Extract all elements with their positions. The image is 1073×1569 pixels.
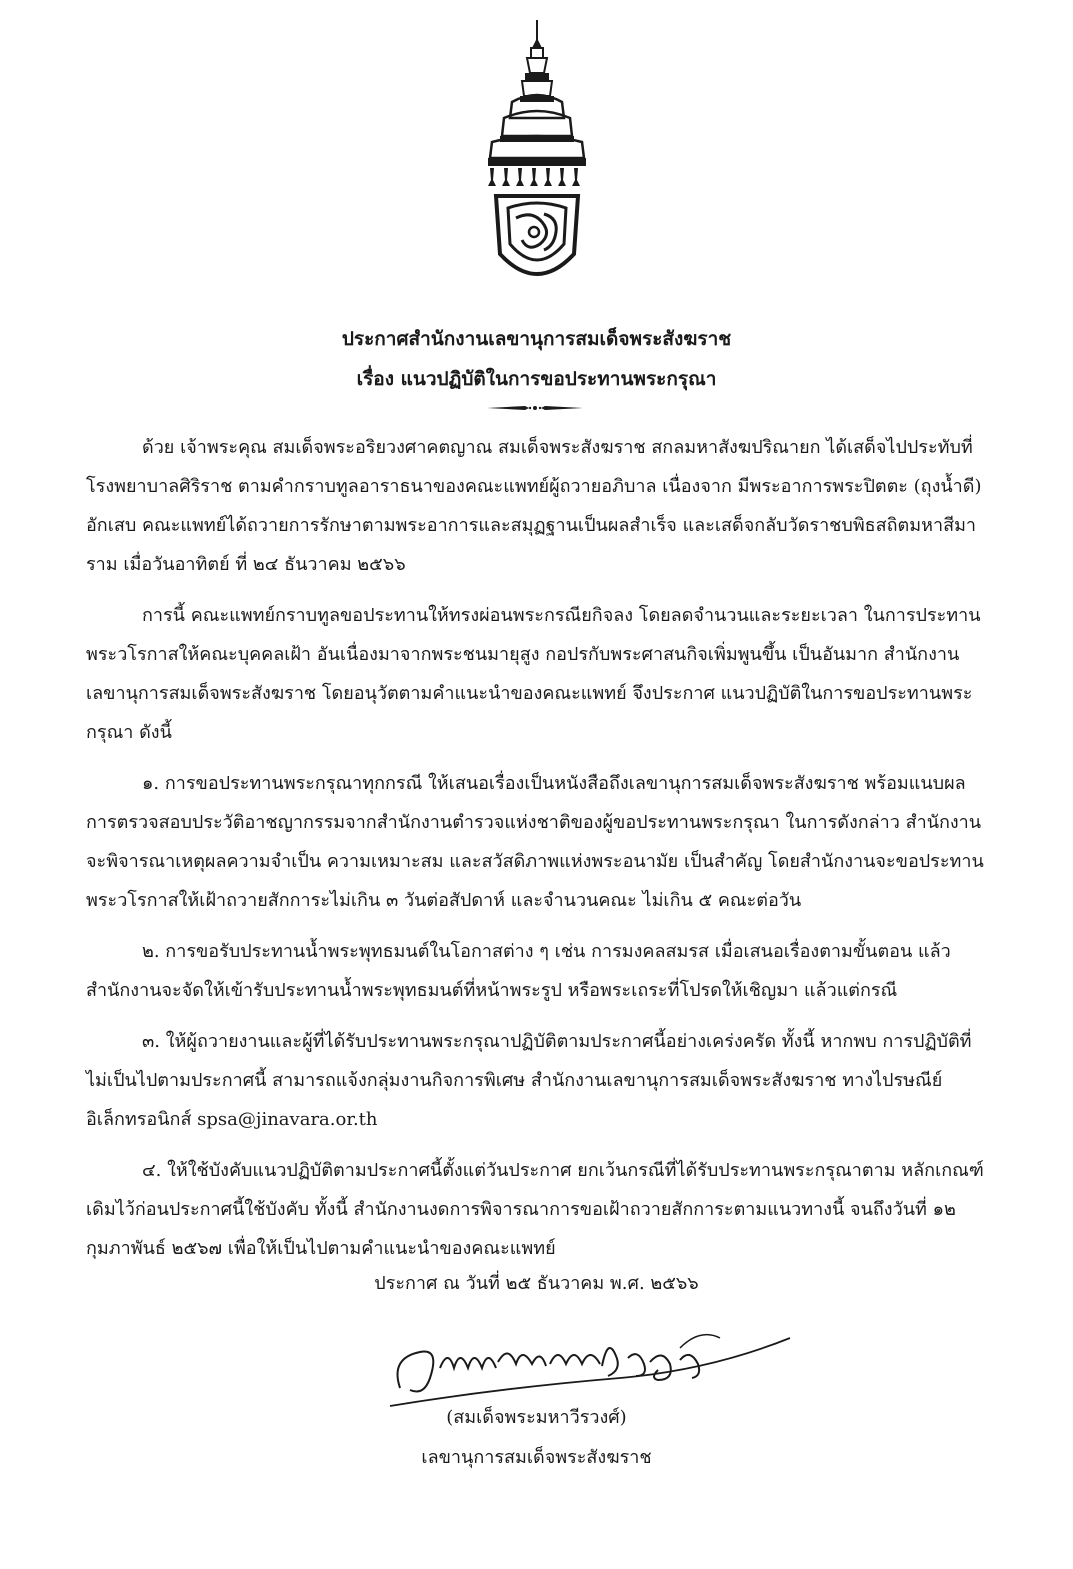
paragraph-item-3: ๓. ให้ผู้ถวายงานและผู้ที่ได้รับประทานพระกรุณาปฏิบัติตามประกาศนี้อย่างเคร่งครัด ทั้งนี้ หากพบ การปฏิบัติที่ไม่เป็นไปตามประกาศนี้ สามารถแจ้งกลุ่มงานกิจการพิเศษ สำนักงานเลขานุการสมเด็จพระสังฆราช ทางไปรษณีย์อิเล็กทรอนิกส์ spsa@jinavara.or.th <box>86 1031 972 1130</box>
emblem-logo <box>482 18 592 298</box>
paragraph-item-4: ๔. ให้ใช้บังคับแนวปฏิบัติตามประกาศนี้ตั้งแต่วันประกาศ ยกเว้นกรณีที่ได้รับประทานพระกรุณาตาม หลักเกณฑ์เดิมไว้ก่อนประกาศนี้ใช้บังคับ ทั้งนี้ สำนักงานงดการพิจารณาการขอเฝ้าถวายสักการะตามแนวทางนี้ จนถึงวันที่ ๑๒ กุมภาพันธ์ ๒๕๖๗ เพื่อให้เป็นไปตามคำแนะนำของคณะแพทย์ <box>86 1160 984 1259</box>
signer-title: เลขานุการสมเด็จพระสังฆราช <box>421 1447 652 1468</box>
paragraph-intro: ด้วย เจ้าพระคุณ สมเด็จพระอริยวงศาคตญาณ สมเด็จพระสังฆราช สกลมหาสังฆปริณายก ได้เสด็จไปประทับที่โรงพยาบาลศิริราช ตามคำกราบทูลอาราธนาของคณะแพทย์ผู้ถวายอภิบาล เนื่องจาก มีพระอาการพระปิตตะ (ถุงน้ำดี) อักเสบ คณะแพทย์ได้ถวายการรักษาตามพระอาการและสมุฏฐานเป็นผลสำเร็จ และเสด็จกลับวัดราชบพิธสถิตมหาสีมาราม เมื่อวันอาทิตย์ ที่ ๒๔ ธันวาคม ๒๕๖๖ <box>86 437 982 575</box>
paragraph-item-1: ๑. การขอประทานพระกรุณาทุกกรณี ให้เสนอเรื่องเป็นหนังสือถึงเลขานุการสมเด็จพระสังฆราช พร้อมแนบผลการตรวจสอบประวัติอาชญากรรมจากสำนักงานตำรวจแห่งชาติของผู้ขอประทานพระกรุณา ในการดังกล่าว สำนักงานจะพิจารณาเหตุผลความจำเป็น ความเหมาะสม และสวัสดิภาพแห่งพระอนามัย เป็นสำคัญ โดยสำนักงานจะขอประทานพระวโรกาสให้เฝ้าถวายสักการะไม่เกิน ๓ วันต่อสัปดาห์ และจำนวนคณะ ไม่เกิน ๕ คณะต่อวัน <box>86 773 984 911</box>
divider-ornament <box>485 400 585 416</box>
announcement-date: ประกาศ ณ วันที่ ๒๕ ธันวาคม พ.ศ. ๒๕๖๖ <box>374 1273 699 1294</box>
document-subject: เรื่อง แนวปฏิบัติในการขอประทานพระกรุณา <box>356 368 717 390</box>
handwritten-signature <box>380 1318 800 1408</box>
signer-name: (สมเด็จพระมหาวีรวงศ์) <box>446 1407 627 1428</box>
document-body <box>86 428 986 1280</box>
document-title: ประกาศสำนักงานเลขานุการสมเด็จพระสังฆราช <box>341 328 732 350</box>
paragraph-item-2: ๒. การขอรับประทานน้ำพระพุทธมนต์ในโอกาสต่าง ๆ เช่น การมงคลสมรส เมื่อเสนอเรื่องตามขั้นตอน แล้ว สำนักงานจะจัดให้เข้ารับประทานน้ำพระพุทธมนต์ที่หน้าพระรูป หรือพระเถระที่โปรดให้เชิญมา แล้วแต่กรณี <box>86 941 951 1001</box>
paragraph-doctors-advice: การนี้ คณะแพทย์กราบทูลขอประทานให้ทรงผ่อนพระกรณียกิจลง โดยลดจำนวนและระยะเวลา ในการประทานพระวโรกาสให้คณะบุคคลเฝ้า อันเนื่องมาจากพระชนมายุสูง กอปรกับพระศาสนกิจเพิ่มพูนขึ้น เป็นอันมาก สำนักงานเลขานุการสมเด็จพระสังฆราช โดยอนุวัตตามคำแนะนำของคณะแพทย์ จึงประกาศ แนวปฏิบัติในการขอประทานพระกรุณา ดังนี้ <box>86 605 981 743</box>
